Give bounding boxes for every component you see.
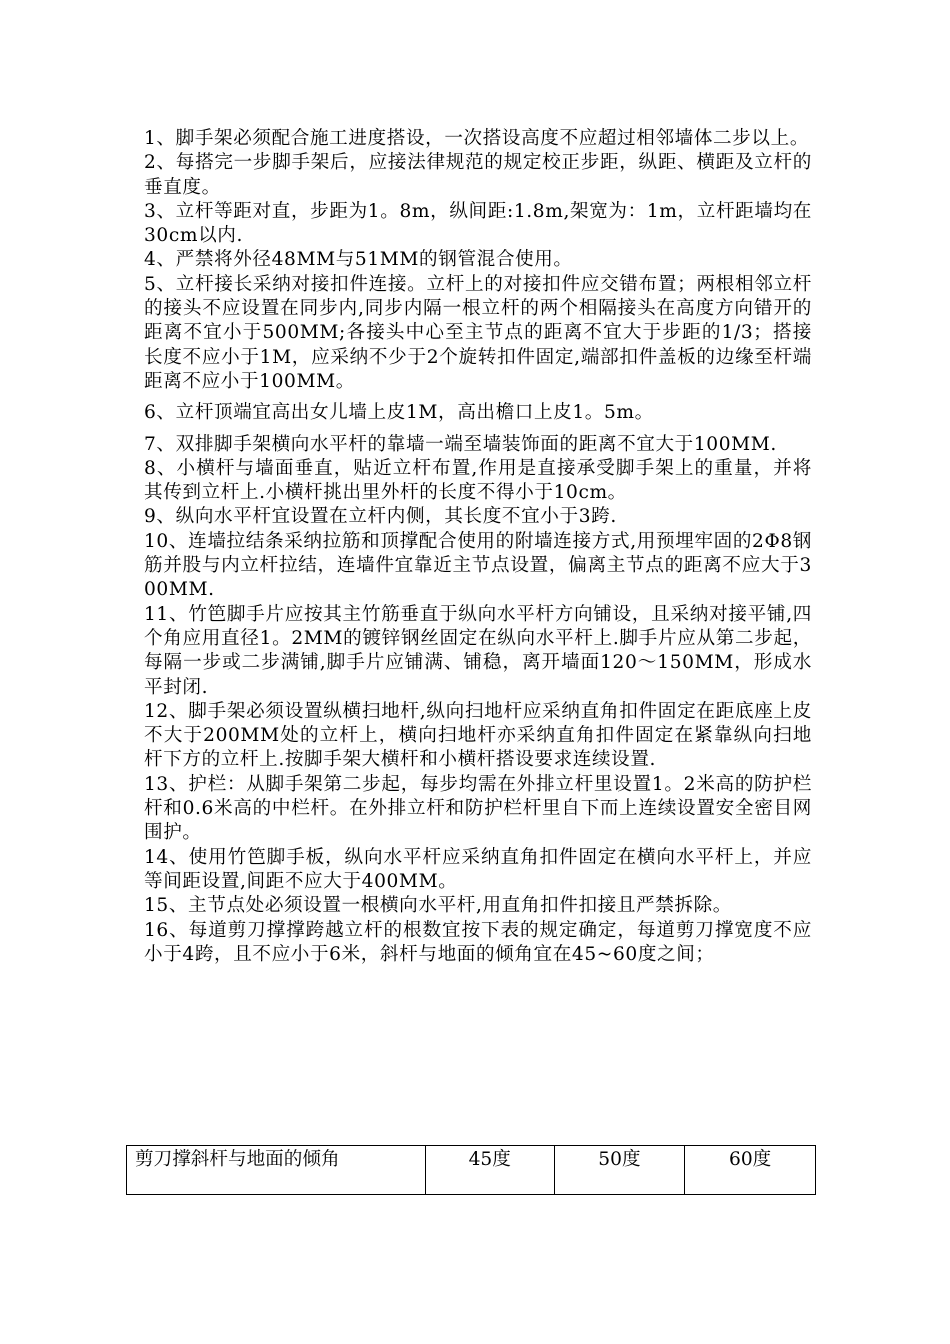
clause-16: 16、每道剪刀撑撑跨越立杆的根数宜按下表的规定确定，每道剪刀撑宽度不应小于4跨，且不应小于6米，斜杆与地面的倾角宜在45~60度之间； xyxy=(144,919,812,965)
table-cell-60: 60度 xyxy=(685,1146,816,1195)
clause-15: 15、主节点处必须设置一根横向水平杆,用直角扣件扣接且严禁拆除。 xyxy=(144,895,732,917)
clause-9: 9、纵向水平杆宜设置在立杆内侧，其长度不宜小于3跨. xyxy=(144,506,617,528)
clause-10: 10、连墙拉结条采纳拉筋和顶撑配合使用的附墙连接方式,用预埋牢固的2Φ8钢筋并股与内立杆拉结，连墙件宜靠近主节点设置，偏离主节点的距离不应大于300MM. xyxy=(144,530,812,601)
table-row xyxy=(127,1146,816,1195)
clause-7: 7、双排脚手架横向水平杆的靠墙一端至墙装饰面的距离不宜大于100MM. xyxy=(144,433,777,455)
clause-8: 8、小横杆与墙面垂直，贴近立杆布置,作用是直接承受脚手架上的重量，并将其传到立杆上.小横杆挑出里外杆的长度不得小于10cm。 xyxy=(144,457,812,504)
clause-6: 6、立杆顶端宜高出女儿墙上皮1M，高出檐口上皮1。5m。 xyxy=(144,402,654,424)
clause-4: 4、严禁将外径48MM与51MM的钢管混合使用。 xyxy=(144,249,573,271)
clause-2: 2、每搭完一步脚手架后，应接法律规范的规定校正步距，纵距、横距及立杆的垂直度。 xyxy=(144,152,812,198)
document-body xyxy=(144,127,812,967)
table-cell-45: 45度 xyxy=(425,1146,554,1195)
clause-12: 12、脚手架必须设置纵横扫地杆,纵向扫地杆应采纳直角扣件固定在距底座上皮不大于200MM处的立杆上，横向扫地杆亦采纳直角扣件固定在紧靠纵向扫地杆下方的立杆上.按脚手架大横杆和小横杆搭设要求连续设置. xyxy=(144,700,812,771)
table-cell-50: 50度 xyxy=(554,1146,685,1195)
clause-13: 13、护栏：从脚手架第二步起，每步均需在外排立杆里设置1。2米高的防护栏杆和0.6米高的中栏杆。在外排立杆和防护栏杆里自下而上连续设置安全密目网围护。 xyxy=(144,773,812,844)
clause-3: 3、立杆等距对直，步距为1。8m，纵间距:1.8m,架宽为：1m，立杆距墙均在30cm以内. xyxy=(144,200,812,247)
clause-1: 1、脚手架必须配合施工进度搭设，一次搭设高度不应超过相邻墙体二步以上。 xyxy=(144,128,810,149)
clause-5: 5、立杆接长采纳对接扣件连接。立杆上的对接扣件应交错布置；两根相邻立杆的接头不应设置在同步内,同步内隔一根立杆的两个相隔接头在高度方向错开的距离不宜小于500MM;各接头中心至主节点的距离不宜大于步距的1/3；搭接长度不应小于1M，应采纳不少于2个旋转扣件固定,端部扣件盖板的边缘至杆端距离不应小于100MM。 xyxy=(144,273,812,392)
angle-table xyxy=(126,1145,816,1195)
clause-11: 11、竹笆脚手片应按其主竹筋垂直于纵向水平杆方向铺设，且采纳对接平铺,四个角应用直径1。2MM的镀锌钢丝固定在纵向水平杆上.脚手片应从第二步起，每隔一步或二步满铺,脚手片应铺满、铺稳，离开墙面120～150MM，形成水平封闭. xyxy=(144,603,812,698)
table-row-label: 剪刀撑斜杆与地面的倾角 xyxy=(127,1146,426,1195)
clause-14: 14、使用竹笆脚手板，纵向水平杆应采纳直角扣件固定在横向水平杆上，并应等间距设置,间距不应大于400MM。 xyxy=(144,846,812,892)
